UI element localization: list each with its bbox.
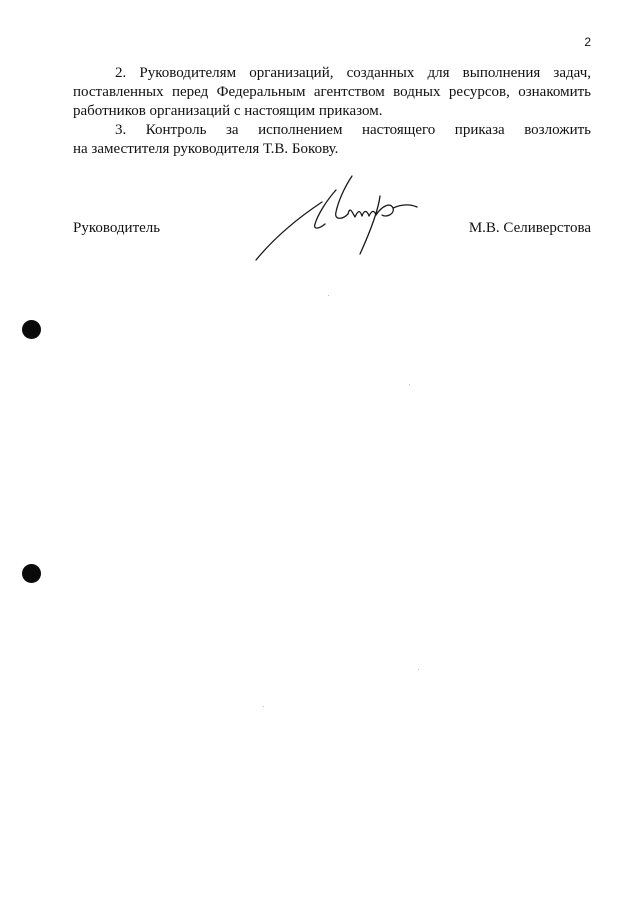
scan-speck	[263, 706, 264, 707]
punch-hole-bottom	[22, 564, 41, 583]
signer-name: М.В. Селиверстова	[468, 220, 591, 236]
scan-speck	[418, 669, 419, 670]
page-number: 2	[584, 35, 591, 49]
position-title: Руководитель	[73, 220, 161, 236]
punch-hole-top	[22, 320, 41, 339]
paragraph-3: 3. Контроль за исполнением настоящего приказа возложить	[115, 122, 591, 138]
scan-speck	[328, 295, 329, 296]
paragraph-2: 2. Руководителям организаций, созданных для выполнения задач, поставленных перед Федеральным агентством водных ресурсов, ознакомить работников организаций с настоящим приказом.	[73, 65, 591, 119]
paragraph-3-continuation: на заместителя руководителя Т.В. Бокову.	[73, 141, 339, 157]
handwritten-signature	[252, 174, 427, 269]
scan-speck	[409, 384, 410, 385]
document-body	[73, 64, 591, 159]
